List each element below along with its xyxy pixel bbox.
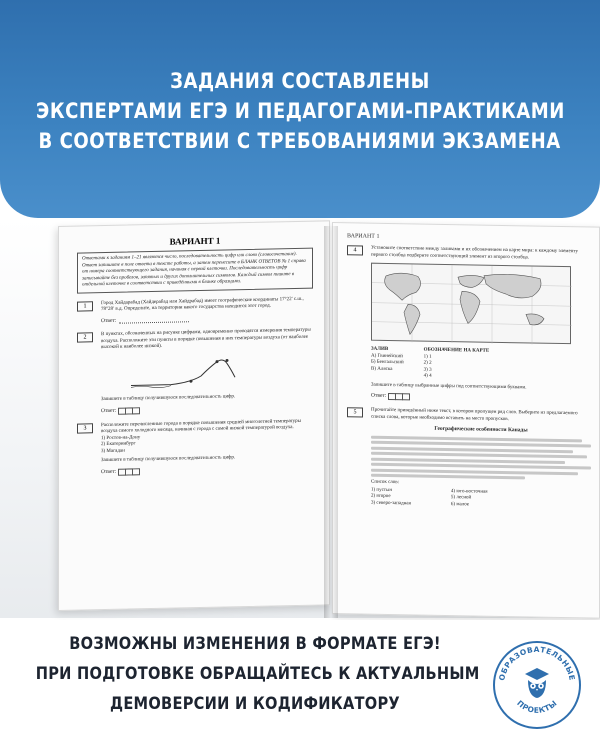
headline-line-2: ЭКСПЕРТАМИ ЕГЭ И ПЕДАГОГАМИ-ПРАКТИКАМИ <box>35 99 565 123</box>
map-mark-item: 4) 4 <box>423 373 432 379</box>
page-header: ВАРИАНТ 1 <box>347 233 380 240</box>
word-item: 3) северо-западная <box>371 500 411 506</box>
section-title: Географические особенности Канады <box>434 425 528 434</box>
option-item: 3) Магадан <box>101 448 125 454</box>
disclaimer-line-3: ДЕМОВЕРСИИ И КОДИФИКАТОРУ <box>110 694 400 714</box>
map-mark-item: 2) 2 <box>423 360 432 366</box>
world-map-icon <box>372 264 572 345</box>
answer-cells <box>119 407 140 414</box>
gulf-item: В) Аляска <box>371 366 393 372</box>
word-item: 5) лесной <box>450 495 472 501</box>
disclaimer-line-2: ПРИ ПОДГОТОВКЕ ОБРАЩАЙТЕСЬ К АКТУАЛЬНЫМ <box>35 664 480 684</box>
open-workbook <box>58 226 600 626</box>
answer-cells <box>119 468 140 475</box>
word-item: 1) пустын <box>371 487 393 493</box>
task-5 <box>347 407 591 510</box>
publisher-logo <box>492 640 582 730</box>
svg-text:ПРОЕКТЫ: ПРОЕКТЫ <box>515 698 559 715</box>
task-number: 4 <box>347 245 363 255</box>
matching-columns <box>371 347 591 383</box>
svg-text:ОБРАЗОВАТЕЛЬНЫЕ: ОБРАЗОВАТЕЛЬНЫЕ <box>497 644 577 682</box>
task-text: Прочитайте приведённый ниже текст, в котором пропущен ряд слов. Выберите из предлагаемого списка слова, которые необходимо вставить на место пропусков. <box>371 407 578 422</box>
task-note: Запишите в таблицу получившуюся последовательность цифр. <box>101 394 236 403</box>
task-text: Расположите перечисленные города в порядке повышения средней многолетней температуры воздуха самого холодного месяца, начиная с города с самой низкой температурой воздуха. <box>101 418 302 435</box>
instructions-box: Ответами к заданиям 1–21 являются число, последовательность цифр или слово (словосочетание). Ответ запишите в поле ответа в тексте работы, а затем перенесите в БЛАНК ОТВЕТОВ № 1 справа от номера соответствующего задания, начиная с первой клеточки. Последовательность цифр записывайте без пробелов, запятых и других дополнительных символов. Каждый символ пишите в отдельной клеточке в соответствии с приведёнными в бланке образцами. <box>77 248 313 293</box>
column-head-left: ЗАЛИВ <box>371 346 389 352</box>
disclaimer-line-1: ВОЗМОЖНЫ ИЗМЕНЕНИЯ В ФОРМАТЕ ЕГЭ! <box>69 634 441 654</box>
task-4 <box>347 245 591 403</box>
task-note: Запишите в таблицу получившуюся последовательность цифр. <box>101 455 236 464</box>
map-mark-item: 3) 3 <box>423 367 432 373</box>
task-number: 1 <box>77 301 93 311</box>
terrain-profile-figure <box>131 350 251 393</box>
task-number: 3 <box>77 423 93 433</box>
word-item: 2) второе <box>371 493 391 500</box>
gulf-item: Б) Бенгальский <box>371 359 404 366</box>
gulf-item: А) Гвинейский <box>371 353 403 359</box>
task-number: 5 <box>347 407 363 417</box>
answer-cells <box>389 393 410 400</box>
column-head-right: ОБОЗНАЧЕНИЕ НА КАРТЕ <box>423 347 490 354</box>
task-1 <box>77 296 313 324</box>
headline-banner <box>0 0 600 218</box>
map-mark-item: 1) 1 <box>423 354 432 360</box>
task-number: 2 <box>77 332 93 342</box>
task-text: Город Хайдарабад (Хайдерабад или Хайдрабад) имеет географические координаты 17°22′ с.ш., 78°28′ в.д. Определите, на территории какого государства находится этот город. <box>101 296 304 313</box>
answer-label: Ответ: <box>101 317 117 324</box>
task-3 <box>77 418 313 476</box>
world-map-figure <box>371 263 571 344</box>
headline-line-1: ЗАДАНИЯ СОСТАВЛЕНЫ <box>170 69 430 93</box>
word-item: 4) юго-восточная <box>450 488 488 495</box>
word-list-label: Список слов: <box>371 479 400 486</box>
option-item: 2) Екатеринбург <box>101 441 136 448</box>
headline-line-3: В СООТВЕТСТВИИ С ТРЕБОВАНИЯМИ ЭКЗАМЕНА <box>38 129 562 153</box>
answer-label: Ответ: <box>371 392 387 400</box>
answer-line <box>119 316 189 323</box>
variant-title: ВАРИАНТ 1 <box>169 235 221 247</box>
task-2 <box>77 328 313 415</box>
option-item: 1) Ростов-на-Дону <box>101 434 141 441</box>
task-note: Запишите в таблицу выбранные цифры под соответствующими буквами. <box>371 382 527 390</box>
word-item: 6) малое <box>450 501 469 507</box>
answer-label: Ответ: <box>101 407 117 414</box>
book-spine <box>324 226 338 618</box>
owl-icon <box>492 640 582 730</box>
left-page <box>58 220 330 611</box>
answer-label: Ответ: <box>101 468 117 475</box>
task-text: Установите соответствие между заливами и их обозначением на карте мира: к каждому элементу первого столбца подберите соответствующий элемент из второго столбца. <box>371 245 578 260</box>
right-page <box>332 222 600 619</box>
task-text: В пунктах, обозначенных на рисунке цифрами, одновременно проводятся измерения температуры воздуха. Расположите эти пункты в порядке повышения в них температуры воздуха (от наиболее высокой к наиболее низкой). <box>101 327 311 351</box>
